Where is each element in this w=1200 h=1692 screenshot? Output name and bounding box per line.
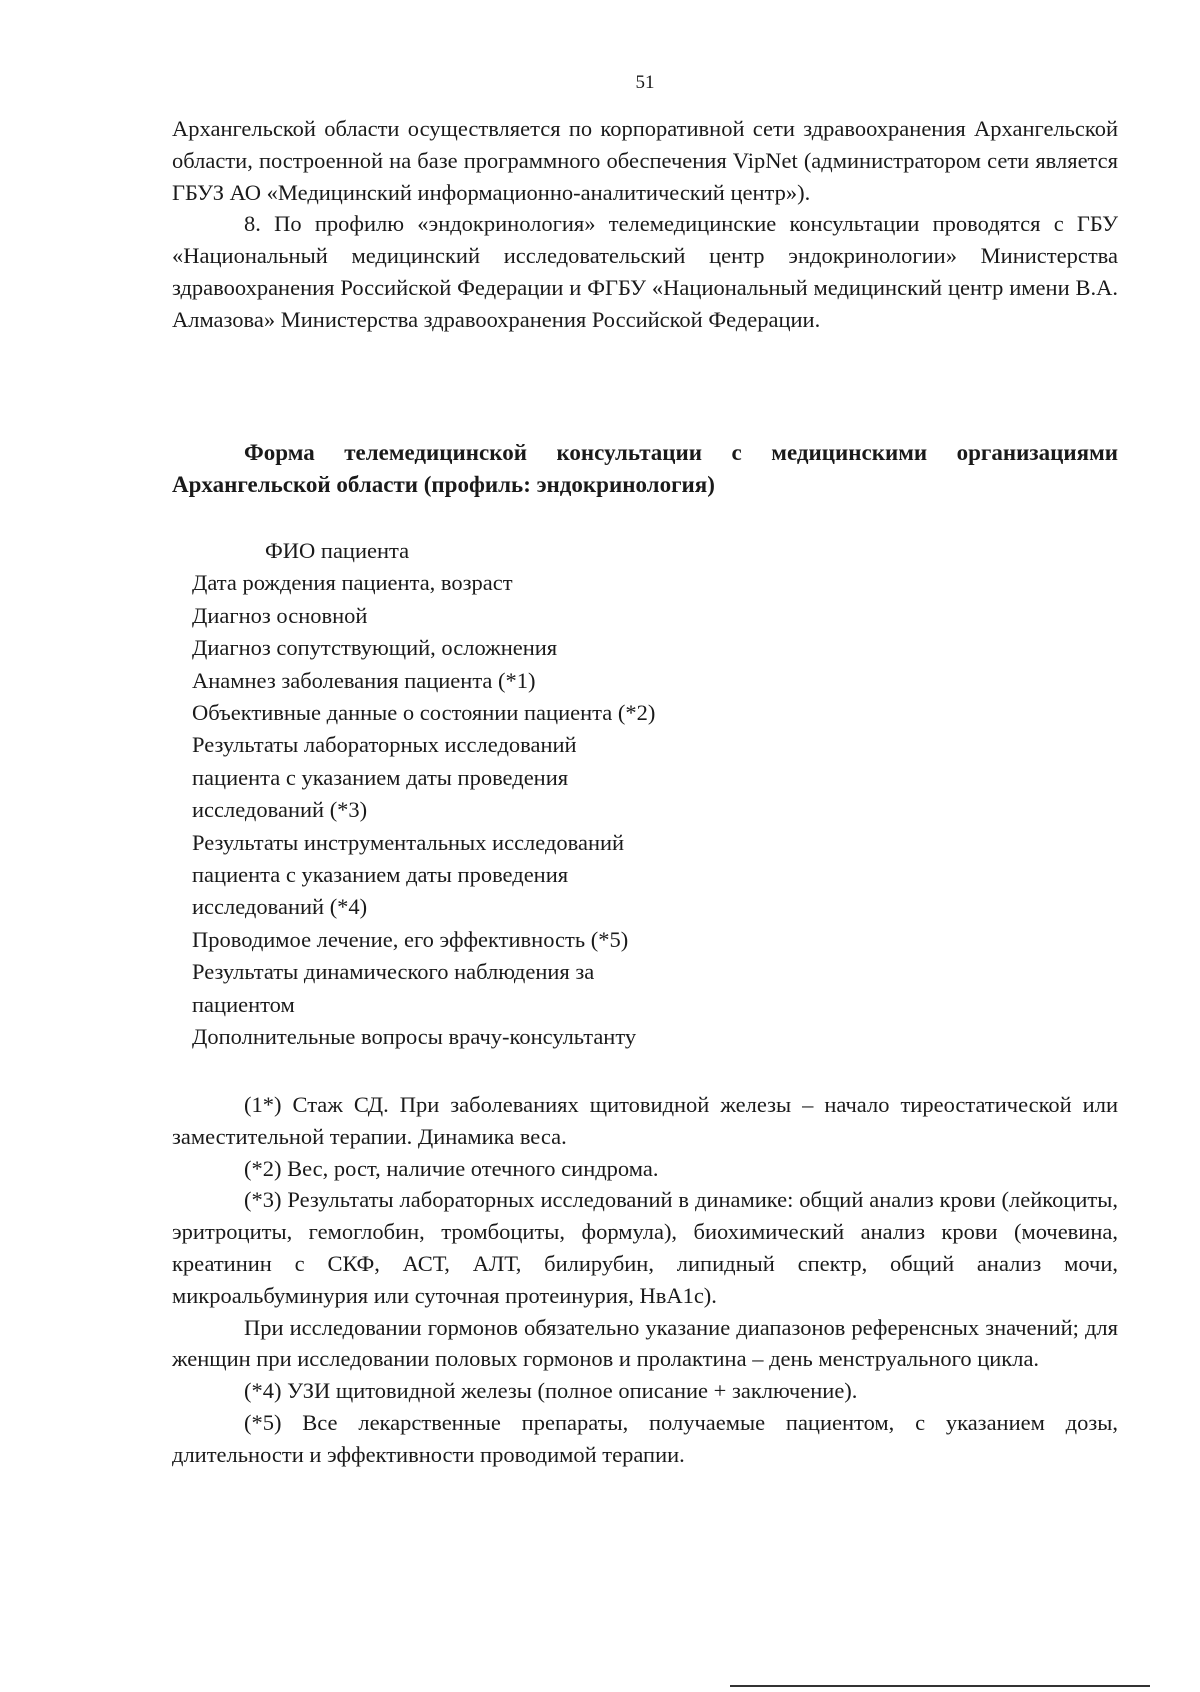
form-field: Анамнез заболевания пациента (*1) bbox=[192, 667, 536, 693]
footnote-4: (*4) УЗИ щитовидной железы (полное описание + заключение). bbox=[244, 1378, 858, 1404]
footnote-1: (1*) Стаж СД. При заболеваниях щитовидной железы – начало тиреостатической или заместительной терапии. Динамика веса. bbox=[172, 1092, 1118, 1149]
consultation-form-fields bbox=[192, 535, 892, 1054]
page-number: 51 bbox=[635, 72, 655, 93]
form-field: Результаты лабораторных исследований bbox=[192, 732, 577, 758]
form-field: Дополнительные вопросы врачу-консультанту bbox=[192, 1024, 637, 1050]
form-field: Проводимое лечение, его эффективность (*5) bbox=[192, 926, 629, 952]
footnote-5: (*5) Все лекарственные препараты, получаемые пациентом, с указанием дозы, длительности и эффективности проводимой терапии. bbox=[172, 1409, 1118, 1467]
form-field: пациентом bbox=[192, 991, 295, 1017]
intro-paragraph-1: Архангельской области осуществляется по корпоративной сети здравоохранения Архангельской области, построенной на базе программного обеспечения VipNet (администратором сети является ГБУЗ АО «Медицинский информационно-аналитический центр»). bbox=[172, 116, 1118, 205]
footnote-3: (*3) Результаты лабораторных исследований в динамике: общий анализ крови (лейкоциты, эритроциты, гемоглобин, тромбоциты, формула), биохимический анализ крови (мочевина, креатинин с СКФ, АСТ, АЛТ, билирубин, липидный спектр, общий анализ мочи, микроальбуминурия или суточная протеинурия, HвA1c). bbox=[172, 1187, 1118, 1308]
footer-rule bbox=[730, 1685, 1150, 1687]
form-field: Диагноз сопутствующий, осложнения bbox=[192, 635, 558, 661]
form-heading: Форма телемедицинской консультации с медицинскими организациями Архангельской области (профиль: эндокринология) bbox=[172, 440, 1118, 497]
form-field: Результаты инструментальных исследований bbox=[192, 829, 625, 855]
form-field: пациента с указанием даты проведения bbox=[192, 764, 569, 790]
footnote-3-hormones: При исследовании гормонов обязательно указание диапазонов референсных значений; для женщин при исследовании половых гормонов и пролактина – день менструального цикла. bbox=[172, 1314, 1118, 1372]
footnote-2: (*2) Вес, рост, наличие отечного синдрома. bbox=[244, 1155, 659, 1181]
intro-section bbox=[172, 113, 1118, 336]
form-field: исследований (*4) bbox=[192, 894, 368, 920]
form-field: Диагноз основной bbox=[192, 602, 368, 628]
footnotes-section bbox=[172, 1089, 1118, 1471]
form-field: исследований (*3) bbox=[192, 797, 368, 823]
form-field: пациента с указанием даты проведения bbox=[192, 862, 569, 888]
form-field: Результаты динамического наблюдения за bbox=[192, 959, 595, 985]
form-field: Дата рождения пациента, возраст bbox=[192, 570, 513, 596]
form-field: ФИО пациента bbox=[265, 538, 410, 563]
intro-paragraph-2: 8. По профилю «эндокринология» телемедицинские консультации проводятся с ГБУ «Национальный медицинский исследовательский центр эндокринологии» Министерства здравоохранения Российской Федерации и ФГБУ «Национальный медицинский центр имени В.А. Алмазова» Министерства здравоохранения Российской Федерации. bbox=[172, 211, 1118, 332]
form-field: Объективные данные о состоянии пациента (*2) bbox=[192, 700, 656, 726]
